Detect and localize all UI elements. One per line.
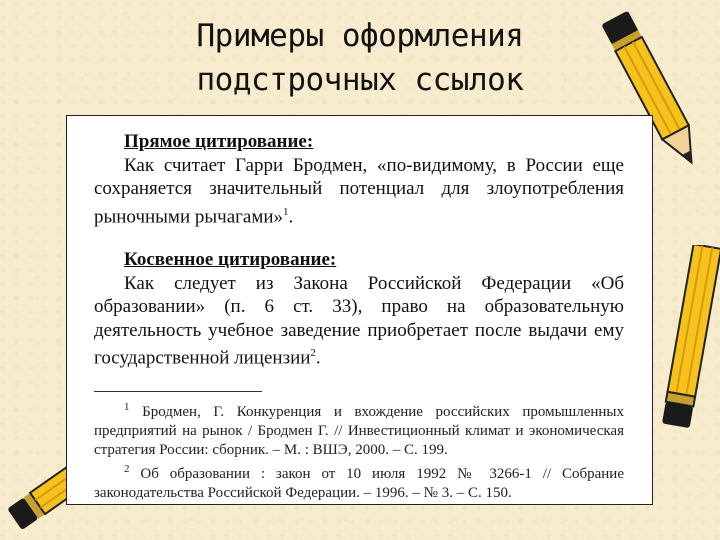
slide-title: [150, 14, 570, 102]
pencil-icon-right: [660, 245, 720, 445]
indirect-citation-text: Как следует из Закона Российской Федерации «Об образовании» (п. 6 ст. 33), право на образовательную деятельность учебное заведение приобретает после выдачи ему государственной лицензии: [94, 272, 624, 369]
footnote-2: [94, 460, 624, 503]
example-panel: [66, 115, 653, 505]
footnote-number-1: 1: [124, 401, 130, 413]
indirect-citation-heading: Косвенное цитирование:: [124, 249, 337, 271]
footnote-text-2: Об образовании : закон от 10 июля 1992 № 3266-1 // Собрание законодательства Российской Федерации. – 1996. – № 3. – С. 150.: [94, 466, 624, 501]
title-line-2: подстрочных ссылок: [196, 62, 524, 98]
footnote-ref-1: 1: [283, 205, 289, 218]
direct-citation-paragraph: [94, 154, 624, 229]
footnote-1: [94, 398, 624, 460]
body-text: [94, 130, 624, 370]
footnote-text-1: Бродмен, Г. Конкуренция и вхождение российских промышленных предприятий на рынок / Бродмен Г. // Инвестиционный климат и экономическая стратегия России: сборник. – М. : ВШЭ, 2000. – С. 199.: [94, 404, 624, 458]
direct-citation-text: Как считает Гарри Бродмен, «по-видимому, в России еще сохраняется значительный потенциал для злоупотребления рыночными рычагами»: [94, 154, 624, 227]
direct-citation-end: .: [288, 205, 294, 227]
footnotes: [94, 398, 624, 503]
direct-citation-heading: Прямое цитирование:: [124, 131, 314, 152]
indirect-citation-paragraph: [94, 272, 624, 370]
footnote-divider: [94, 391, 262, 392]
footnote-number-2: 2: [124, 463, 130, 475]
indirect-citation-end: .: [315, 347, 321, 369]
footnote-ref-2: 2: [310, 347, 316, 360]
title-line-1: Примеры оформления: [196, 18, 524, 54]
